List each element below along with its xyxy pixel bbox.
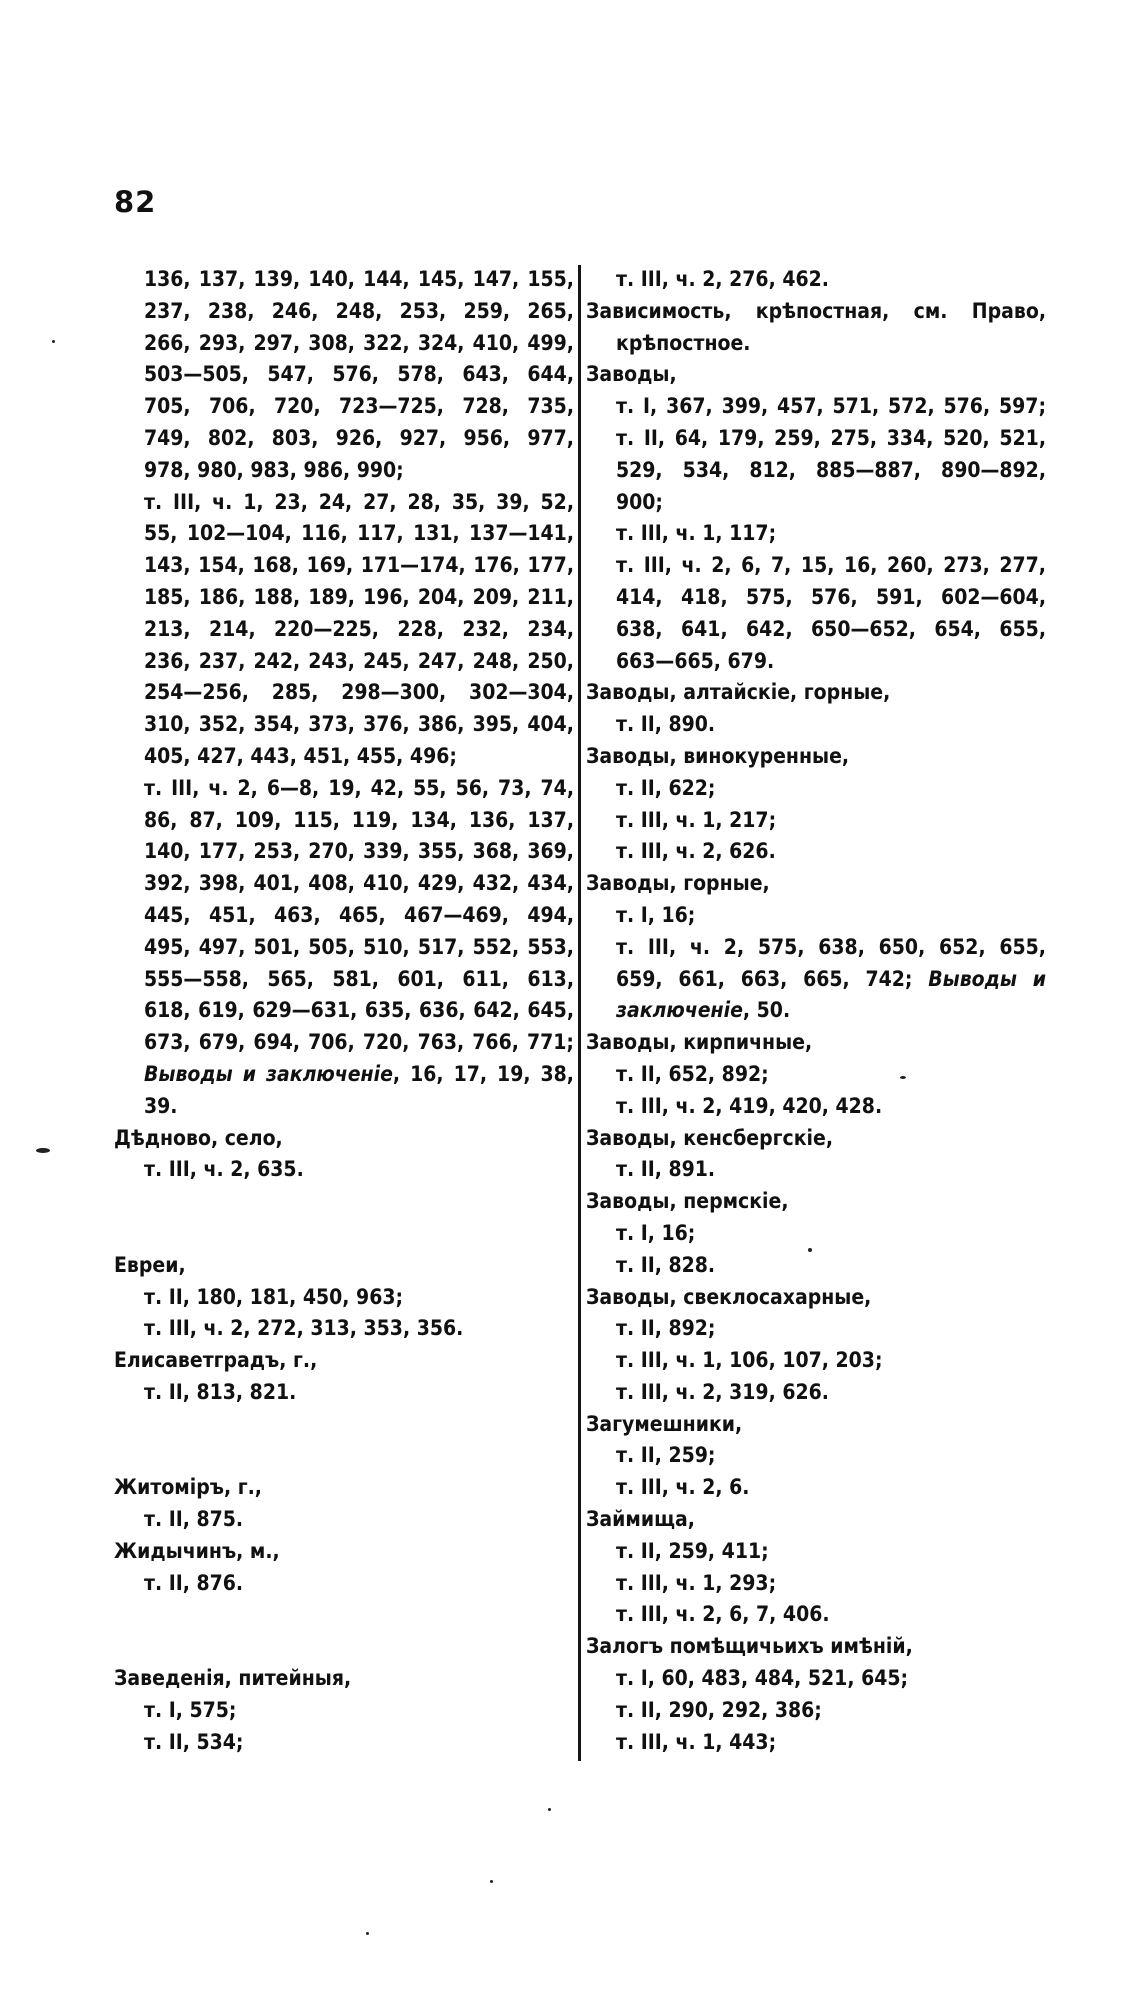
index-line — [114, 487, 574, 519]
index-text: т. I, 367, 399, 457, 571, 572, 576, 597; — [616, 394, 1046, 419]
index-line — [586, 1377, 1046, 1409]
index-text: 555—558, 565, 581, 601, 611, 613, — [144, 966, 574, 991]
index-line — [114, 518, 574, 550]
index-line — [586, 1154, 1046, 1186]
index-text: 503—505, 547, 576, 578, 643, 644, — [144, 362, 574, 387]
index-line — [586, 1218, 1046, 1250]
index-line — [114, 328, 574, 360]
index-text: Зависимость, крѣпостная, см. Право, — [586, 298, 1046, 323]
index-text: Елисаветградъ, г., — [114, 1348, 318, 1373]
index-text: т. II, 813, 821. — [144, 1379, 297, 1404]
index-text: Заведенія, питейныя, — [114, 1666, 352, 1691]
print-speck — [808, 1248, 812, 1252]
index-line — [586, 1123, 1046, 1155]
index-text: Заводы, свеклосахарные, — [586, 1284, 872, 1309]
index-line — [586, 1091, 1046, 1123]
print-speck — [52, 340, 55, 343]
index-line — [586, 1663, 1046, 1695]
index-text: т. I, 575; — [144, 1697, 237, 1722]
index-text: 495, 497, 501, 505, 510, 517, 552, 553, — [144, 934, 574, 959]
index-line — [114, 932, 574, 964]
index-text: Заводы, — [586, 362, 677, 387]
index-line — [586, 1440, 1046, 1472]
index-column-right — [586, 264, 1046, 1758]
index-line — [114, 1568, 574, 1600]
column-divider — [578, 265, 581, 1761]
index-line — [586, 1727, 1046, 1759]
index-line — [114, 995, 574, 1027]
index-text: т. III, ч. 1, 117; — [616, 521, 777, 546]
index-text: , 16, 17, 19, 38, — [392, 1061, 574, 1086]
index-text: 237, 238, 246, 248, 253, 259, 265, — [144, 298, 574, 323]
blank-line — [114, 1218, 574, 1250]
index-text: 266, 293, 297, 308, 322, 324, 410, 499, — [144, 330, 574, 355]
blank-line — [114, 1409, 574, 1441]
index-text: т. II, 180, 181, 450, 963; — [144, 1284, 404, 1309]
index-text: 749, 802, 803, 926, 927, 956, 977, — [144, 425, 574, 450]
index-text: т. II, 622; — [616, 775, 716, 800]
index-text: Заводы, винокуренные, — [586, 743, 850, 768]
index-line — [586, 1059, 1046, 1091]
index-text: Жидычинъ, м., — [114, 1538, 280, 1563]
index-text: т. II, 290, 292, 386; — [616, 1697, 822, 1722]
index-line — [586, 964, 1046, 996]
index-line — [114, 1345, 574, 1377]
index-text: т. II, 828. — [616, 1252, 716, 1277]
index-line — [586, 932, 1046, 964]
index-text: т. I, 60, 483, 484, 521, 645; — [616, 1666, 909, 1691]
index-line — [586, 614, 1046, 646]
index-line — [114, 646, 574, 678]
index-text: т. III, ч. 2, 6. — [616, 1475, 750, 1500]
index-text: т. III, ч. 1, 106, 107, 203; — [616, 1348, 883, 1373]
index-text: 254—256, 285, 298—300, 302—304, — [144, 680, 574, 705]
index-line — [586, 836, 1046, 868]
index-line — [586, 805, 1046, 837]
index-line — [114, 1282, 574, 1314]
index-text: 236, 237, 242, 243, 245, 247, 248, 250, — [144, 648, 574, 673]
index-text: 185, 186, 188, 189, 196, 204, 209, 211, — [144, 584, 574, 609]
index-text: 213, 214, 220—225, 228, 232, 234, — [144, 616, 574, 641]
index-text: Заводы, алтайскіе, горные, — [586, 680, 891, 705]
index-text: т. I, 16; — [616, 1220, 696, 1245]
print-speck — [548, 1808, 551, 1811]
index-text: т. III, ч. 1, 217; — [616, 807, 777, 832]
index-line — [114, 1504, 574, 1536]
index-text: т. III, ч. 1, 443; — [616, 1729, 777, 1754]
index-line — [586, 264, 1046, 296]
index-line — [114, 1377, 574, 1409]
index-line — [586, 868, 1046, 900]
index-italic-text: Выводы и — [928, 966, 1047, 991]
index-text: т. III, ч. 2, 6, 7, 15, 16, 260, 273, 277, — [616, 553, 1046, 578]
index-text: Евреи, — [114, 1252, 186, 1277]
index-text: 310, 352, 354, 373, 376, 386, 395, 404, — [144, 712, 574, 737]
index-line — [114, 868, 574, 900]
index-text: т. II, 64, 179, 259, 275, 334, 520, 521, — [616, 425, 1046, 450]
index-line — [586, 900, 1046, 932]
index-text: 705, 706, 720, 723—725, 728, 735, — [144, 394, 574, 419]
index-line — [586, 1313, 1046, 1345]
index-line — [114, 1536, 574, 1568]
index-text: Заводы, кирпичные, — [586, 1030, 813, 1055]
index-text: т. III, ч. 2, 276, 462. — [616, 267, 829, 291]
index-text: Займища, — [586, 1507, 695, 1532]
index-line — [114, 1472, 574, 1504]
index-line — [114, 550, 574, 582]
index-line — [586, 455, 1046, 487]
index-line — [114, 773, 574, 805]
index-line — [114, 1059, 574, 1091]
index-text: Заводы, горные, — [586, 871, 770, 896]
index-line — [114, 1027, 574, 1059]
index-line — [586, 550, 1046, 582]
index-line — [586, 1568, 1046, 1600]
index-text: т. III, ч. 1, 293; — [616, 1570, 777, 1595]
index-text: Дѣдново, село, — [114, 1125, 283, 1150]
index-text: т. II, 890. — [616, 712, 716, 737]
index-text: т. III, ч. 2, 6—8, 19, 42, 55, 56, 73, 74, — [144, 775, 574, 800]
index-text: т. II, 652, 892; — [616, 1061, 769, 1086]
index-text: 143, 154, 168, 169, 171—174, 176, 177, — [144, 553, 574, 578]
index-line — [114, 264, 574, 296]
print-speck — [490, 1880, 493, 1883]
index-line — [586, 423, 1046, 455]
index-text: т. III, ч. 2, 272, 313, 353, 356. — [144, 1316, 464, 1341]
index-text: 529, 534, 812, 885—887, 890—892, — [616, 457, 1046, 482]
index-line — [114, 423, 574, 455]
index-line — [114, 709, 574, 741]
index-text: т. II, 876. — [144, 1570, 244, 1595]
index-line — [586, 328, 1046, 360]
index-text: , 50. — [742, 998, 791, 1023]
index-text: 405, 427, 443, 451, 455, 496; — [144, 743, 457, 768]
index-text: т. III, ч. 2, 626. — [616, 839, 776, 864]
print-speck — [900, 1076, 906, 1079]
index-text: т. III, ч. 2, 575, 638, 650, 652, 655, — [616, 934, 1046, 959]
index-line — [586, 1250, 1046, 1282]
index-line — [586, 1186, 1046, 1218]
blank-line — [114, 1631, 574, 1663]
index-line — [114, 805, 574, 837]
index-line — [586, 773, 1046, 805]
index-text: т. III, ч. 2, 319, 626. — [616, 1379, 829, 1404]
index-text: 618, 619, 629—631, 635, 636, 642, 645, — [144, 998, 574, 1023]
index-line — [114, 900, 574, 932]
index-text: 392, 398, 401, 408, 410, 429, 432, 434, — [144, 871, 574, 896]
index-text: 86, 87, 109, 115, 119, 134, 136, 137, — [144, 807, 574, 832]
index-line — [114, 1727, 574, 1759]
index-line — [586, 391, 1046, 423]
index-line — [114, 296, 574, 328]
index-line — [114, 582, 574, 614]
index-text: Залогъ помѣщичьихъ имѣній, — [586, 1634, 913, 1659]
page-number: 82 — [114, 185, 157, 219]
index-line — [114, 741, 574, 773]
index-line — [114, 614, 574, 646]
index-text: Заводы, кенсбергскіе, — [586, 1125, 833, 1150]
index-line — [586, 677, 1046, 709]
index-line — [586, 518, 1046, 550]
index-line — [586, 1536, 1046, 1568]
index-line — [586, 709, 1046, 741]
index-line — [586, 582, 1046, 614]
index-text: 136, 137, 139, 140, 144, 145, 147, 155, — [144, 267, 574, 291]
index-line — [114, 1154, 574, 1186]
index-line — [586, 1695, 1046, 1727]
index-line — [586, 359, 1046, 391]
index-text: Загумешники, — [586, 1411, 743, 1436]
index-text: 39. — [144, 1093, 178, 1118]
index-text: т. II, 259; — [616, 1443, 716, 1468]
index-line — [114, 1695, 574, 1727]
index-line — [114, 1091, 574, 1123]
index-text: т. II, 875. — [144, 1507, 244, 1532]
index-text: 659, 661, 663, 665, 742; — [616, 966, 913, 991]
print-speck — [36, 1148, 50, 1153]
index-text: 445, 451, 463, 465, 467—469, 494, — [144, 902, 574, 927]
index-line — [586, 1472, 1046, 1504]
index-text: 55, 102—104, 116, 117, 131, 137—141, — [144, 521, 574, 546]
blank-line — [114, 1440, 574, 1472]
index-column-left — [114, 264, 574, 1758]
index-text: т. III, ч. 2, 635. — [144, 1157, 304, 1182]
index-line — [586, 296, 1046, 328]
index-text: т. II, 891. — [616, 1157, 716, 1182]
blank-line — [114, 1599, 574, 1631]
index-text: т. III, ч. 1, 23, 24, 27, 28, 35, 39, 52, — [144, 489, 574, 514]
index-line — [586, 1409, 1046, 1441]
index-text: крѣпостное. — [616, 330, 751, 355]
index-text: т. III, ч. 2, 419, 420, 428. — [616, 1093, 883, 1118]
index-line — [114, 455, 574, 487]
index-text: т. II, 892; — [616, 1316, 716, 1341]
index-text: т. II, 534; — [144, 1729, 244, 1754]
index-text: т. II, 259, 411; — [616, 1538, 769, 1563]
index-line — [114, 1250, 574, 1282]
index-text: 638, 641, 642, 650—652, 654, 655, — [616, 616, 1046, 641]
index-text: 414, 418, 575, 576, 591, 602—604, — [616, 584, 1046, 609]
index-text: 673, 679, 694, 706, 720, 763, 766, 771; — [144, 1030, 574, 1055]
index-italic-text: Выводы и заключеніе — [144, 1061, 393, 1086]
index-text: 140, 177, 253, 270, 339, 355, 368, 369, — [144, 839, 574, 864]
index-line — [114, 1313, 574, 1345]
index-text: 663—665, 679. — [616, 648, 775, 673]
index-text: т. III, ч. 2, 6, 7, 406. — [616, 1602, 830, 1627]
index-line — [114, 677, 574, 709]
index-text: Житоміръ, г., — [114, 1475, 262, 1500]
index-line — [114, 359, 574, 391]
index-line — [586, 646, 1046, 678]
index-italic-text: заключеніе — [616, 998, 743, 1023]
index-line — [114, 391, 574, 423]
index-line — [114, 1123, 574, 1155]
index-line — [586, 1345, 1046, 1377]
blank-line — [114, 1186, 574, 1218]
index-line — [586, 995, 1046, 1027]
index-line — [586, 1504, 1046, 1536]
index-line — [114, 1663, 574, 1695]
print-speck — [366, 1932, 369, 1935]
index-text: т. I, 16; — [616, 902, 696, 927]
index-line — [114, 964, 574, 996]
index-line — [586, 1282, 1046, 1314]
index-line — [586, 1027, 1046, 1059]
index-text: 978, 980, 983, 986, 990; — [144, 457, 404, 482]
index-line — [586, 487, 1046, 519]
index-text: Заводы, пермскіе, — [586, 1189, 789, 1214]
index-line — [586, 741, 1046, 773]
index-line — [586, 1631, 1046, 1663]
index-line — [114, 836, 574, 868]
index-line — [586, 1599, 1046, 1631]
index-text: 900; — [616, 489, 663, 514]
